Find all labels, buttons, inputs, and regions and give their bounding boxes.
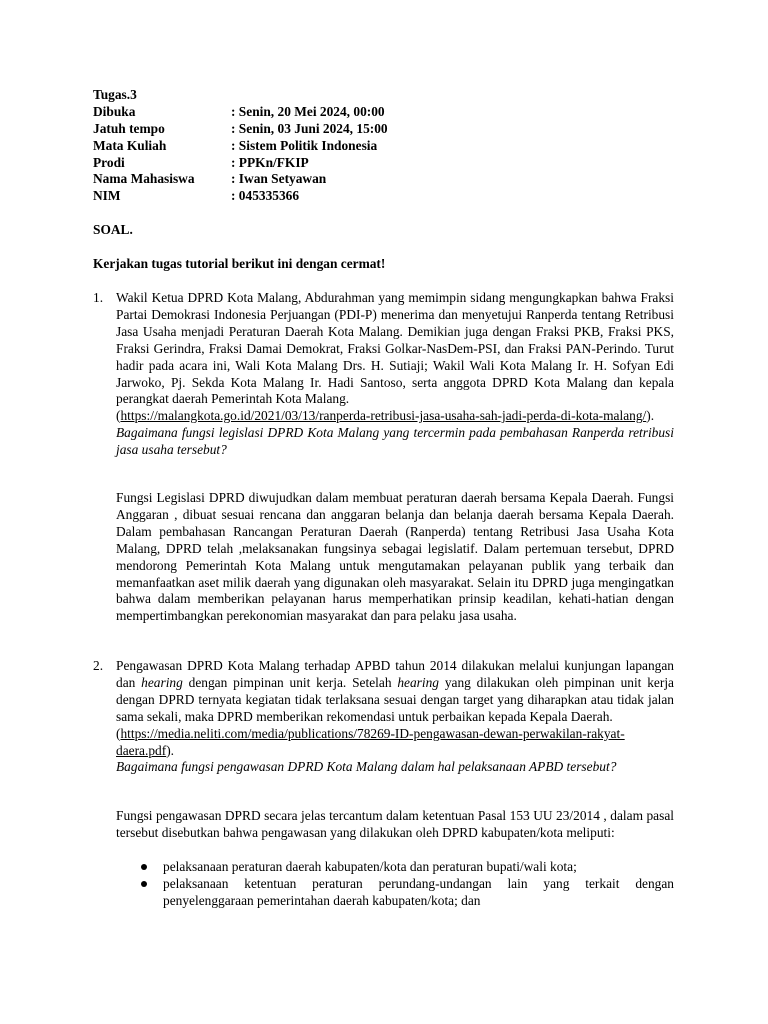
question-2-number: 2. xyxy=(93,658,104,673)
answer-1: Fungsi Legislasi DPRD diwujudkan dalam membuat peraturan daerah bersama Kepala Daerah. Fungsi Anggaran , dibuat sesuai rencana dan anggaran belanja dan belanja daerah bersama Kepala Daerah. Dalam pembahasan Rancangan Peraturan Daerah (Ranperda) tentang Retribusi Jasa Usaha Kota Malang, DPRD telah ,melaksanakan fungsinya sebagai legislatif. Dalam pertemuan tersebut, DPRD mendorong Pemerintah Kota Malang untuk mengutamakan pelayanan publik yang terbaik dan memanfaatkan aset milik daerah yang digunakan oleh masyarakat. Selain itu DPRD juga mengingatkan bahwa dalam memberikan pelayanan harus memperhatikan prinsip keadilan, kehati-hatian dengan mempertimbangkan perekonomian masyarakat dan para pelaku jasa usaha. xyxy=(116,490,674,624)
header-value: : 045335366 xyxy=(231,188,300,204)
question-1-link-open: ( xyxy=(116,408,121,424)
question-1-source xyxy=(116,408,674,425)
question-2-text-a: Pengawasan DPRD Kota Malang terhadap APBD tahun 2014 dilakukan melalui kunjungan lapangan dan xyxy=(116,658,674,690)
header-row-program xyxy=(93,155,388,172)
question-1-text: Wakil Ketua DPRD Kota Malang, Abdurahman yang memimpin sidang mengungkapkan bahwa Fraksi Partai Demokrasi Indonesia Perjuangan (PDI-P) menerima dan menyetujui Ranperda tentang Retribusi Jasa Usaha menjadi Peraturan Daerah Kota Malang. Demikian juga dengan Fraksi PKB, Fraksi PKS, Fraksi Gerindra, Fraksi Damai Demokrat, Fraksi Golkar-NasDem-PSI, dan Fraksi PAN-Perindo. Turut hadir pada acara ini, Wali Kota Malang Drs. H. Sutiaji; Wakil Wali Kota Malang Ir. H. Sofyan Edi Jarwoko, Pj. Sekda Kota Malang Ir. Hadi Santoso, serta anggota DPRD Kota Malang dan kepala perangkat daerah Pemerintah Kota Malang. xyxy=(116,290,674,407)
question-2-hearing-term: hearing xyxy=(141,674,183,690)
list-item xyxy=(116,876,674,910)
header-value: : Senin, 03 Juni 2024, 15:00 xyxy=(231,120,388,136)
assignment-header xyxy=(93,87,388,205)
header-row-student-id xyxy=(93,188,388,205)
header-value: : PPKn/FKIP xyxy=(231,154,309,170)
soal-heading: SOAL. xyxy=(93,222,133,237)
question-1-link-close: ). xyxy=(646,408,655,424)
list-item-text: pelaksanaan peraturan daerah kabupaten/kota dan peraturan bupati/wali kota; xyxy=(163,859,577,874)
header-row-due xyxy=(93,121,388,138)
header-label: NIM xyxy=(93,188,121,204)
question-2-source xyxy=(116,726,674,760)
question-1-prompt: Bagaimana fungsi legislasi DPRD Kota Malang yang tercermin pada pembahasan Ranperda retribusi jasa usaha tersebut? xyxy=(116,425,674,458)
question-1-number: 1. xyxy=(93,290,104,305)
header-value: : Sistem Politik Indonesia xyxy=(231,137,378,153)
header-label: Nama Mahasiswa xyxy=(93,171,195,187)
header-value: : Senin, 20 Mei 2024, 00:00 xyxy=(231,103,385,119)
question-2 xyxy=(116,658,674,776)
question-2-text-c: yang dilakukan oleh pimpinan unit kerja dengan DPRD ternyata kegiatan tidak terlaksana sesuai dengan target yang diharapkan atau tidak jalan sama sekali, maka DPRD memberikan rekomendasi untuk perbaikan kepada Kepala Daerah. xyxy=(116,674,674,724)
question-2-text-b: dengan pimpinan unit kerja. Setelah xyxy=(182,674,398,690)
question-2-link-close: ). xyxy=(166,742,174,758)
question-1-link[interactable]: https://malangkota.go.id/2021/03/13/ranperda-retribusi-jasa-usaha-sah-jadi-perda-di-kota-malang/ xyxy=(120,408,647,424)
header-label: Jatuh tempo xyxy=(93,120,165,136)
answer-2-bullet-list xyxy=(116,859,674,910)
header-label: Dibuka xyxy=(93,103,136,119)
bullet-icon xyxy=(141,864,147,870)
instruction-text: Kerjakan tugas tutorial berikut ini dengan cermat! xyxy=(93,256,386,271)
question-1 xyxy=(116,290,674,459)
question-2-link-open: ( xyxy=(116,725,121,741)
header-label: Mata Kuliah xyxy=(93,137,167,153)
header-row-opened xyxy=(93,104,388,121)
question-2-prompt: Bagaimana fungsi pengawasan DPRD Kota Malang dalam hal pelaksanaan APBD tersebut? xyxy=(116,759,617,775)
task-title: Tugas.3 xyxy=(93,87,137,102)
header-value: : Iwan Setyawan xyxy=(231,171,327,187)
list-item-text: pelaksanaan ketentuan peraturan perundang-undangan lain yang terkait dengan penyelenggaraan pemerintahan daerah kabupaten/kota; dan xyxy=(163,875,674,908)
header-row-student-name xyxy=(93,171,388,188)
header-row-course xyxy=(93,138,388,155)
question-2-link[interactable]: https://media.neliti.com/media/publications/78269-ID-pengawasan-dewan-perwakilan-rakyat-daera.pdf xyxy=(116,725,625,758)
list-item xyxy=(116,859,674,876)
header-label: Prodi xyxy=(93,154,125,170)
answer-2: Fungsi pengawasan DPRD secara jelas tercantum dalam ketentuan Pasal 153 UU 23/2014 , dalam pasal tersebut disebutkan bahwa pengawasan yang dilakukan oleh DPRD kabupaten/kota meliputi: xyxy=(116,808,674,840)
bullet-icon xyxy=(141,881,147,887)
question-2-hearing-term: hearing xyxy=(397,674,439,690)
